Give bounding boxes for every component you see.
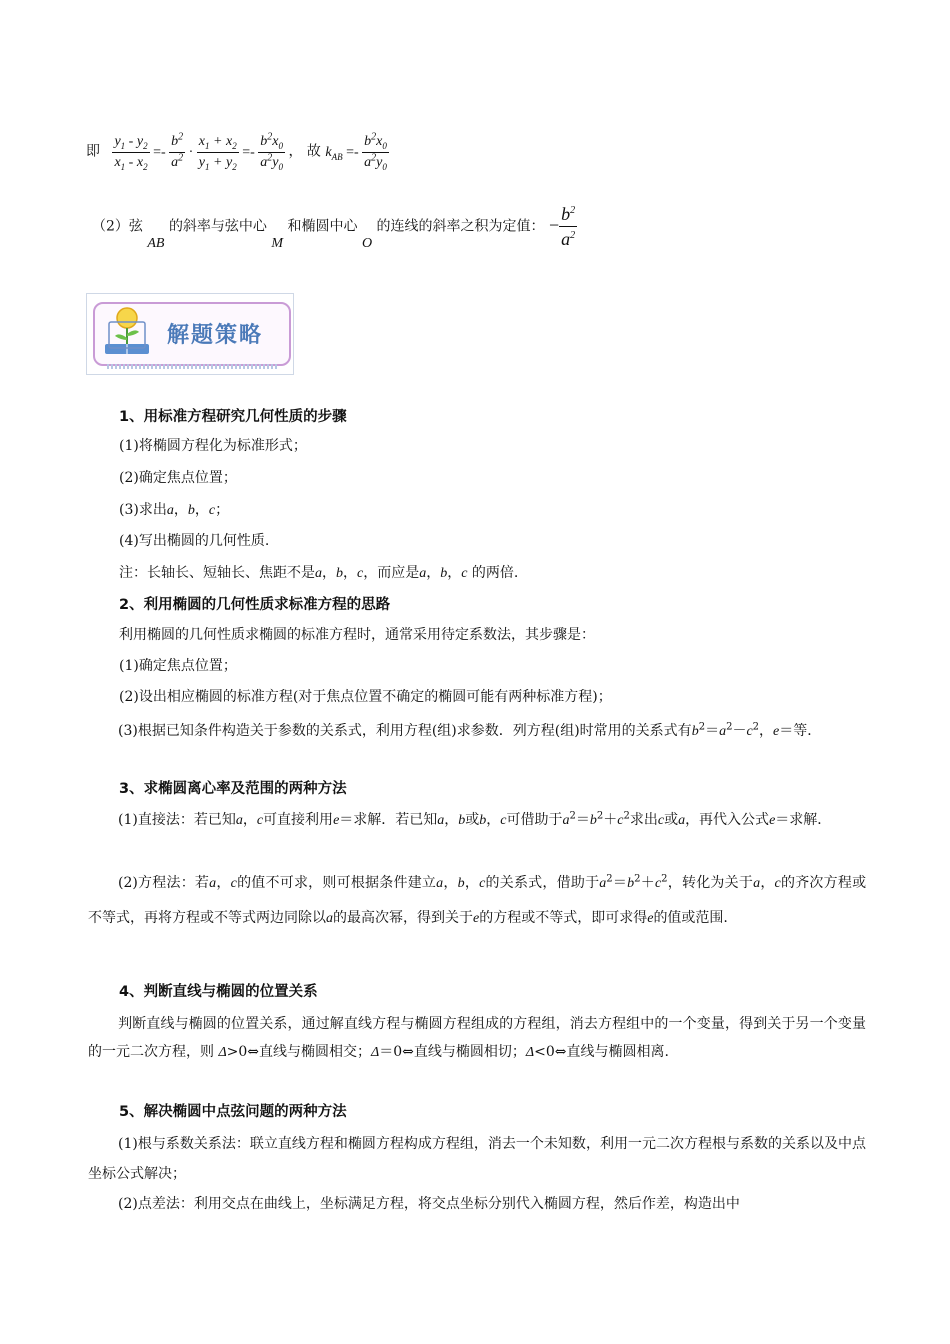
section3-method2: (2)方程法：若a，c的值不可求，则可根据条件建立a，b，c的关系式，借助于$a^2=b^2+c^2$，转化为关于a，c的齐次方程或不等式，再将方程或不等式两边同除以a的最高次幂，得到关于e的方程或不等式，即可求得e的值或范围. xyxy=(88,873,867,926)
formula-expression-2: $k_{AB}$ =- $\frac{b^2x_0}{a^2y_0}$ xyxy=(325,131,387,172)
section2-step1: (1)确定焦点位置； xyxy=(119,658,237,674)
formula-line-1 xyxy=(86,132,389,173)
section5-method1: (1)根与系数关系法：联立直线方程和椭圆方程构成方程组，消去一个未知数，利用一元二次方程根与系数的关系以及中点坐标公式解决； xyxy=(88,1136,866,1182)
banner-title: 解题策略 xyxy=(167,323,264,348)
section1-step1: (1)将椭圆方程化为标准形式； xyxy=(119,438,307,454)
formula-expression-1: $\frac{y_1 - y_2}{x_1 - x_2}$ =- $\frac{b^2}{a^2}$ · $\frac{x_1 + x_2}{y_1 + y_2}$ =- $\frac{b^2x_0}{a^2y_0}$ xyxy=(114,131,283,172)
part2-prefix: （2）弦 xyxy=(92,218,143,235)
formula-separator: ， xyxy=(288,143,303,160)
banner-frame xyxy=(93,302,291,366)
part2-text1: 的斜率与弦中心 xyxy=(168,218,267,235)
constant-value: − $\frac{b^2}{a^2}$ xyxy=(549,204,576,249)
strategy-banner xyxy=(86,293,294,375)
section5-method2: (2)点差法：利用交点在曲线上，坐标满足方程，将交点坐标分别代入椭圆方程，然后作差，构造出中 xyxy=(118,1196,740,1212)
midpoint-label: M xyxy=(271,235,284,251)
formula-prefix: 即 xyxy=(86,143,100,160)
section1-note: 注：长轴长、短轴长、焦距不是a，b，c，而应是a，b，c 的两倍. xyxy=(119,565,519,581)
section5-heading: 5、解决椭圆中点弦问题的两种方法 xyxy=(119,1104,347,1120)
part2-line xyxy=(92,202,577,251)
chord-label: AB xyxy=(147,235,165,251)
section1-step3: (3)求出a，b，c； xyxy=(119,502,230,518)
section3-heading: 3、求椭圆离心率及范围的两种方法 xyxy=(119,781,347,797)
center-label: O xyxy=(361,235,373,251)
section1-step4: (4)写出椭圆的几何性质. xyxy=(119,533,270,549)
part2-text2: 和椭圆中心 xyxy=(287,218,358,235)
section2-heading: 2、利用椭圆的几何性质求标准方程的思路 xyxy=(119,597,391,613)
banner-stripes xyxy=(107,364,277,369)
section3-method1: (1)直接法：若已知a，c可直接利用e＝求解．若已知a，b或b，c可借助于$a^2=b^2+c^2$求出c或a，再代入公式e＝求解． xyxy=(118,810,832,828)
section2-step2: (2)设出相应椭圆的标准方程(对于焦点位置不确定的椭圆可能有两种标准方程)； xyxy=(119,689,612,705)
lightbulb-book-icon xyxy=(99,304,155,360)
section4-paragraph: 判断直线与椭圆的位置关系，通过解直线方程与椭圆方程组成的方程组，消去方程组中的一个变量，得到关于另一个变量的一元二次方程，则 Δ>0⇔直线与椭圆相交；Δ＝0⇔直线与椭圆相切；Δ<0⇔直线与椭圆相离. xyxy=(88,1016,866,1060)
section2-intro: 利用椭圆的几何性质求椭圆的标准方程时，通常采用待定系数法，其步骤是： xyxy=(119,627,595,643)
section1-heading: 1、用标准方程研究几何性质的步骤 xyxy=(119,409,347,425)
formula-gu: 故 xyxy=(306,143,321,160)
section1-step2: (2)确定焦点位置； xyxy=(119,470,237,486)
section2-step3: (3)根据已知条件构造关于参数的关系式，利用方程(组)求参数．列方程(组)时常用的关系式有$b^2=a^2-c^2$，e＝等． xyxy=(118,721,822,739)
part2-text3: 的连线的斜率之积为定值： xyxy=(376,218,545,235)
section4-heading: 4、判断直线与椭圆的位置关系 xyxy=(119,984,318,1000)
